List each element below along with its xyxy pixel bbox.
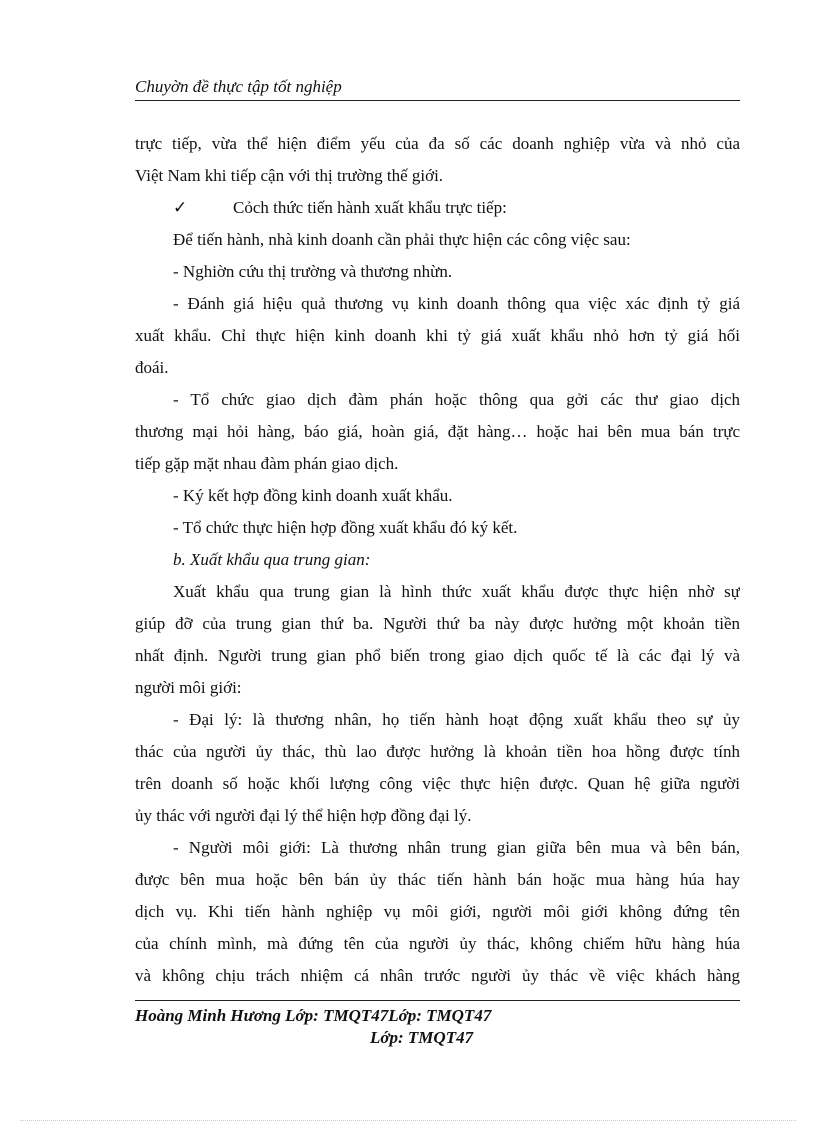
text-line: - Tổ chức thực hiện hợp đồng xuất khẩu đó ký kết. (173, 518, 518, 537)
text-line: thương mại hỏi hàng, báo giá, hoàn giá, đặt hàng… hoặc hai bên mua bán trực (135, 422, 740, 441)
text-line: người môi giới: (135, 678, 242, 697)
text-line: Xuất khẩu qua trung gian là hình thức xuất khẩu được thực hiện nhờ sự (173, 582, 740, 601)
text-line: đoái. (135, 358, 169, 377)
text-line: Việt Nam khi tiếp cận với thị trường thế giới. (135, 166, 444, 185)
text-line: - Người môi giới: Là thương nhân trung gian giữa bên mua và bên bán, (173, 838, 740, 857)
text-line: của chính mình, mà đứng tên của người ủy thác, không chiếm hữu hàng húa (135, 934, 740, 953)
footer-author: Hoàng Minh Hương Lớp: TMQT47Lớp: TMQT47 (135, 1006, 492, 1025)
text-line: trên doanh số hoặc khối lượng công việc thực hiện được. Quan hệ giữa người (135, 774, 740, 793)
text-line: giúp đỡ của trung gian thứ ba. Người thứ ba này được hưởng một khoản tiền (135, 614, 740, 633)
checklist-heading (135, 192, 740, 224)
text-line: thác của người ủy thác, thù lao được hưởng là khoản tiền hoa hồng được tính (135, 742, 740, 761)
text-line: dịch vụ. Khi tiến hành nghiệp vụ môi giới, người môi giới không đứng tên (135, 902, 740, 921)
footer-class: Lớp: TMQT47 (370, 1028, 474, 1047)
text-line: được bên mua hoặc bên bán ủy thác tiến hành bán hoặc mua hàng húa hay (135, 870, 740, 889)
page-bottom-border (20, 1120, 796, 1121)
text-line: tiếp gặp mặt nhau đàm phán giao dịch. (135, 454, 399, 473)
text-line: và không chịu trách nhiệm cá nhân trước người ủy thác về việc khách hàng (135, 966, 740, 985)
text-line: xuất khẩu. Chỉ thực hiện kinh doanh khi tỷ giá xuất khẩu nhỏ hơn tỷ giá hối (135, 326, 740, 345)
text-line: nhất định. Người trung gian phổ biến trong giao dịch quốc tế là các đại lý và (135, 646, 740, 665)
text-line: Cỏch thức tiến hành xuất khẩu trực tiếp: (233, 198, 507, 217)
page-header: Chuyờn đề thực tập tốt nghiệp (135, 76, 740, 101)
text-line: ủy thác với người đại lý thể hiện hợp đồng đại lý. (135, 806, 472, 825)
text-line: - Đánh giá hiệu quả thương vụ kinh doanh thông qua việc xác định tỷ giá (173, 294, 740, 313)
text-line: - Ký kết hợp đồng kinh doanh xuất khẩu. (173, 486, 453, 505)
document-body (135, 128, 740, 992)
text-line: - Tổ chức giao dịch đàm phán hoặc thông qua gởi các thư giao dịch (173, 390, 740, 409)
text-line: Để tiến hành, nhà kinh doanh cần phải thực hiện các công việc sau: (173, 230, 631, 249)
text-line: - Đại lý: là thương nhân, họ tiến hành hoạt động xuất khẩu theo sự ủy (173, 710, 740, 729)
checkmark-icon: ✓ (173, 198, 188, 217)
section-heading: b. Xuất khẩu qua trung gian: (173, 550, 371, 569)
text-line: trực tiếp, vừa thể hiện điểm yếu của đa số các doanh nghiệp vừa và nhỏ của (135, 134, 740, 153)
text-line: - Nghiờn cứu thị trường và thương nhừn. (173, 262, 453, 281)
footer-divider (135, 1000, 740, 1001)
